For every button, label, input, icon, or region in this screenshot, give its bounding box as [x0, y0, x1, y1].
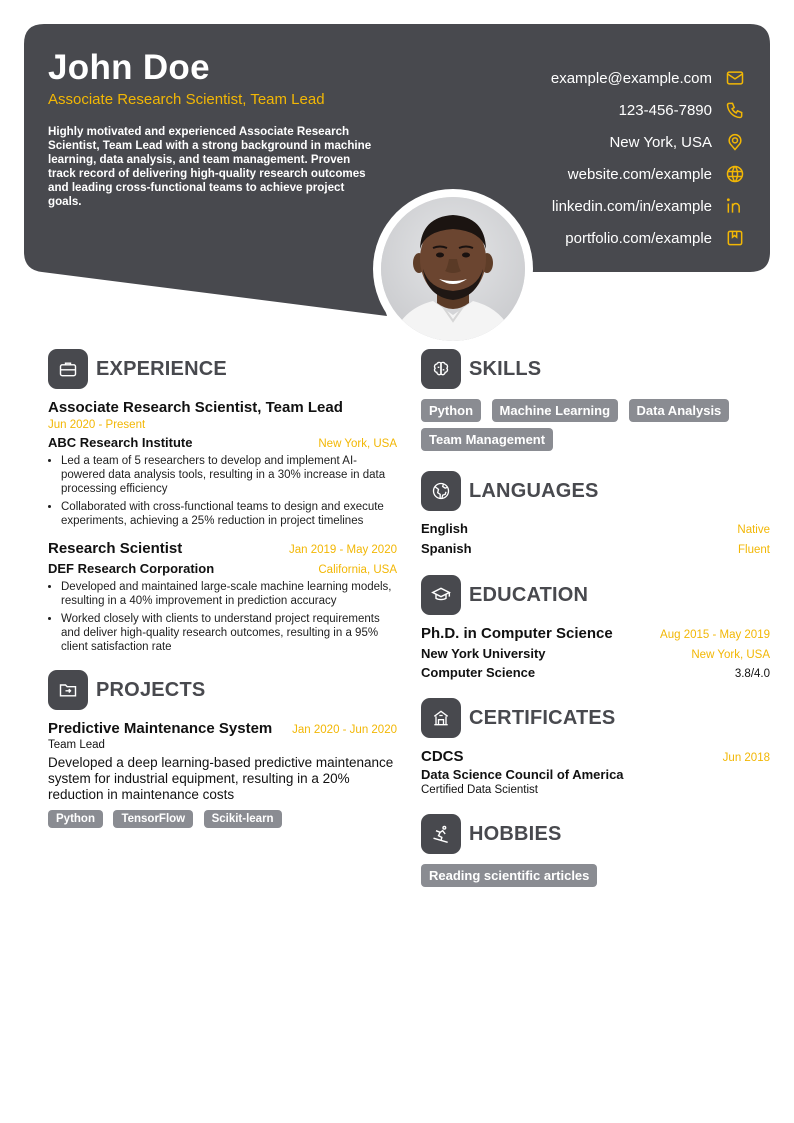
- skills-section: [421, 349, 770, 457]
- job-bullet: • Worked closely with clients to understand project requirements and deliver high-quality research outcomes, resulting in a 95% client satisfaction rate: [61, 612, 397, 654]
- globe-icon: [724, 163, 746, 185]
- job-date: Jan 2019 - May 2020: [288, 544, 397, 556]
- education-date: Aug 2015 - May 2019: [660, 629, 770, 641]
- hobbies-header: [421, 814, 770, 854]
- job-entry: [48, 399, 397, 528]
- hobbies-title: HOBBIES: [469, 822, 562, 845]
- projects-header: [48, 670, 397, 710]
- contact-email-text[interactable]: example@example.com: [550, 69, 712, 87]
- hobbies-section: [421, 814, 770, 893]
- language-level: Fluent: [738, 544, 770, 556]
- linkedin-icon: [724, 195, 746, 217]
- left-column: [48, 349, 397, 834]
- job-title: Associate Research Scientist, Team Lead: [48, 399, 343, 416]
- hobbies-tags: [421, 864, 770, 893]
- certificate-description: Certified Data Scientist: [421, 784, 538, 796]
- job-bullet: • Collaborated with cross-functional teams to design and execute experiments, achieving a 25% reduction in project timelines: [61, 500, 397, 528]
- skills-tags: [421, 399, 741, 457]
- experience-section: [48, 349, 397, 654]
- languages-header: [421, 471, 770, 511]
- graduation-cap-icon: [421, 575, 461, 615]
- skill-tag: Data Analysis: [629, 399, 730, 422]
- language-name: English: [421, 521, 468, 536]
- experience-header: [48, 349, 397, 389]
- contact-phone[interactable]: [410, 94, 770, 126]
- contact-website-text[interactable]: website.com/example: [567, 165, 712, 183]
- institution-icon: [421, 698, 461, 738]
- skill-tag: Machine Learning: [492, 399, 619, 422]
- language-row: [421, 521, 770, 541]
- job-entry: [48, 540, 397, 654]
- project-role: Team Lead: [48, 739, 105, 751]
- job-location: California, USA: [318, 564, 397, 576]
- contact-location: [410, 126, 770, 158]
- contact-phone-text[interactable]: 123-456-7890: [618, 101, 712, 119]
- languages-title: LANGUAGES: [469, 479, 599, 502]
- mail-icon: [724, 67, 746, 89]
- projects-title: PROJECTS: [96, 678, 206, 701]
- candidate-name: John Doe: [48, 48, 210, 87]
- job-bullets: [48, 454, 397, 528]
- education-title: EDUCATION: [469, 583, 589, 606]
- skills-title: SKILLS: [469, 357, 542, 380]
- folder-icon: [48, 670, 88, 710]
- education-gpa: 3.8/4.0: [734, 668, 770, 680]
- project-tag: TensorFlow: [113, 810, 193, 828]
- job-date: Jun 2020 - Present: [48, 419, 146, 431]
- contact-linkedin-text[interactable]: linkedin.com/in/example: [551, 197, 712, 215]
- project-description: Developed a deep learning-based predictive maintenance system for industrial equipment, resulting in a 20% reduction in maintenance costs: [48, 755, 394, 802]
- education-header: [421, 575, 770, 615]
- education-location: New York, USA: [691, 649, 770, 661]
- hobby-tag: Reading scientific articles: [421, 864, 597, 887]
- skill-tag: Python: [421, 399, 481, 422]
- right-column: [421, 349, 770, 893]
- certificate-name: CDCS: [421, 748, 464, 765]
- job-company: DEF Research Corporation: [48, 561, 215, 576]
- location-pin-icon: [724, 131, 746, 153]
- skills-header: [421, 349, 770, 389]
- education-degree: Ph.D. in Computer Science: [421, 625, 613, 642]
- job-company: ABC Research Institute: [48, 435, 193, 450]
- contact-location-text: New York, USA: [609, 133, 712, 151]
- job-bullet: • Led a team of 5 researchers to develop and implement AI-powered data analysis tools, resulting in a 30% increase in data processing efficiency: [61, 454, 397, 496]
- certificate-issuer: Data Science Council of America: [421, 767, 624, 782]
- education-section: [421, 575, 770, 680]
- education-school: New York University: [421, 646, 546, 661]
- portfolio-icon: [724, 227, 746, 249]
- certificate-date: Jun 2018: [722, 752, 770, 764]
- skill-tag: Team Management: [421, 428, 553, 451]
- certificates-title: CERTIFICATES: [469, 706, 616, 729]
- briefcase-icon: [48, 349, 88, 389]
- brain-icon: [421, 349, 461, 389]
- contact-website[interactable]: [410, 158, 770, 190]
- language-name: Spanish: [421, 541, 472, 556]
- contact-email[interactable]: [410, 62, 770, 94]
- project-tag: Scikit-learn: [204, 810, 282, 828]
- language-row: [421, 541, 770, 561]
- certificates-header: [421, 698, 770, 738]
- job-bullet: • Developed and maintained large-scale machine learning models, resulting in a 40% improvement in prediction accuracy: [61, 580, 397, 608]
- phone-icon: [724, 99, 746, 121]
- project-date: Jan 2020 - Jun 2020: [292, 724, 397, 736]
- experience-title: EXPERIENCE: [96, 357, 227, 380]
- profile-photo: [381, 197, 525, 341]
- contact-portfolio-text[interactable]: portfolio.com/example: [565, 229, 712, 247]
- globe-languages-icon: [421, 471, 461, 511]
- projects-section: [48, 670, 397, 834]
- project-tag: Python: [48, 810, 103, 828]
- language-level: Native: [737, 524, 770, 536]
- education-field: Computer Science: [421, 665, 536, 680]
- candidate-title: Associate Research Scientist, Team Lead: [48, 91, 325, 108]
- certificates-section: [421, 698, 770, 796]
- skier-icon: [421, 814, 461, 854]
- job-title: Research Scientist: [48, 540, 183, 557]
- job-bullets: [48, 580, 397, 654]
- project-entry: [48, 720, 397, 834]
- profile-summary: Highly motivated and experienced Associate Research Scientist, Team Lead with a strong background in machine learning, data analysis, and team management. Proven track record of delivering high-quality research outcomes and leading cross-functional teams to achieve project goals.: [48, 125, 372, 208]
- job-location: New York, USA: [318, 438, 397, 450]
- project-tags: [48, 809, 397, 834]
- project-name: Predictive Maintenance System: [48, 720, 273, 737]
- languages-section: [421, 471, 770, 561]
